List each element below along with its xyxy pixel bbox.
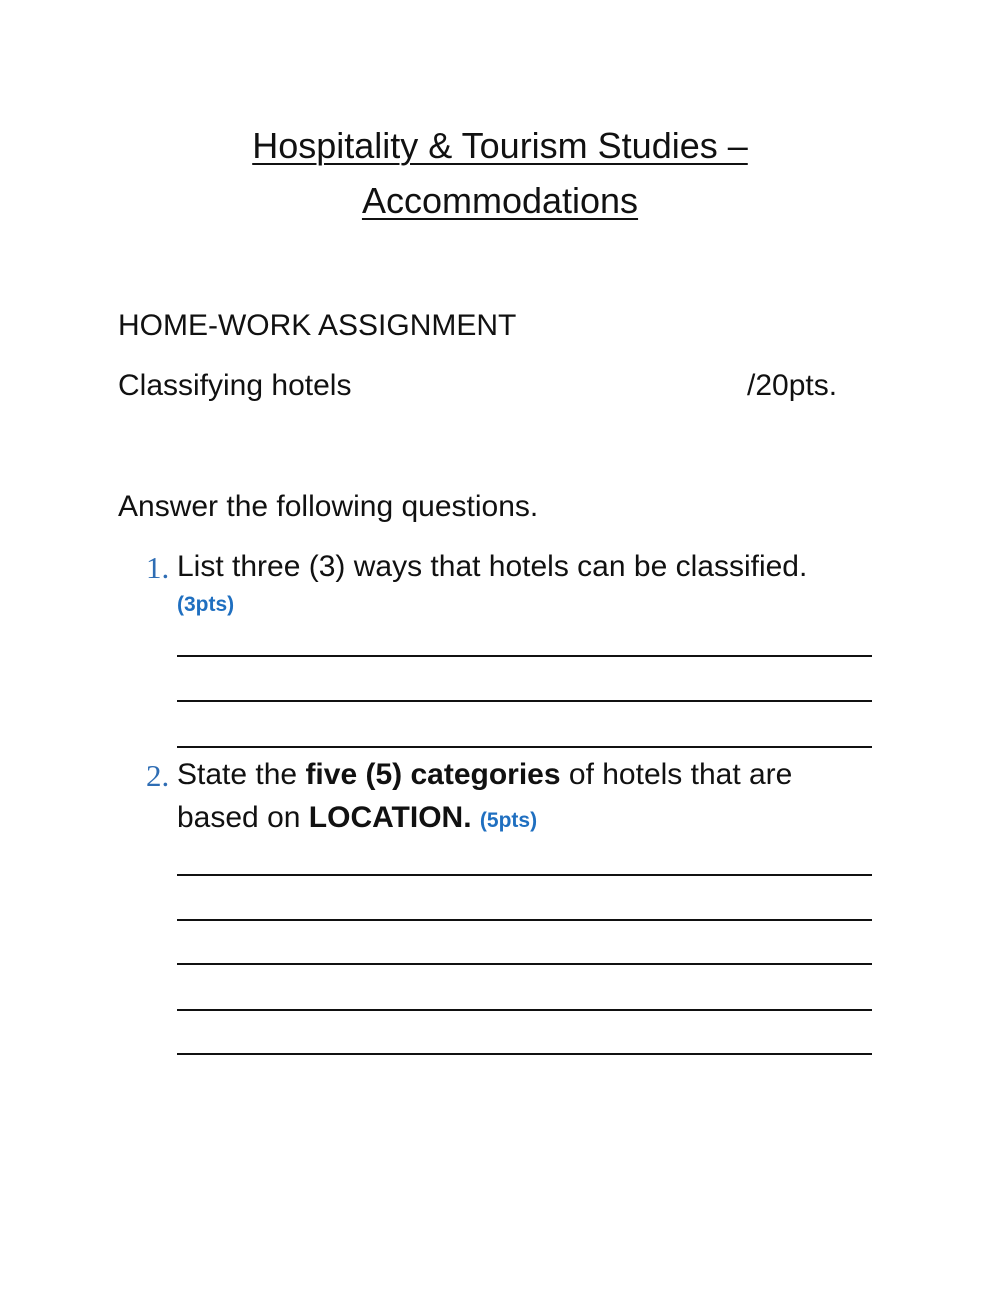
question-2-answer-line-2[interactable] bbox=[177, 919, 872, 921]
question-2-text-before: State the bbox=[177, 758, 306, 791]
question-2-bold-categories: five (5) categories bbox=[305, 758, 561, 791]
question-2-bold-location: LOCATION. bbox=[308, 801, 472, 834]
question-1-points: (3pts) bbox=[177, 593, 235, 616]
assignment-label: HOME-WORK ASSIGNMENT bbox=[118, 309, 517, 342]
question-2-text-line-1 bbox=[177, 760, 792, 790]
worksheet-title-line-1: Hospitality & Tourism Studies – bbox=[252, 125, 748, 166]
question-2-points: (5pts) bbox=[479, 809, 538, 832]
question-1-text: List three (3) ways that hotels can be classified. bbox=[177, 550, 808, 583]
question-1-number: 1. bbox=[146, 550, 170, 585]
question-2-text-line2-before: based on bbox=[177, 801, 309, 834]
question-1-answer-line-1[interactable] bbox=[177, 655, 872, 657]
question-2-answer-line-4[interactable] bbox=[177, 1009, 872, 1011]
question-2-answer-line-3[interactable] bbox=[177, 963, 872, 965]
question-1-answer-line-3[interactable] bbox=[177, 746, 872, 748]
instructions: Answer the following questions. bbox=[118, 490, 539, 523]
question-2-number: 2. bbox=[146, 758, 170, 793]
question-2-answer-line-1[interactable] bbox=[177, 874, 872, 876]
question-1-answer-line-2[interactable] bbox=[177, 700, 872, 702]
points-total: /20pts. bbox=[747, 369, 838, 402]
question-2-answer-line-5[interactable] bbox=[177, 1053, 872, 1055]
question-2-text-middle: of hotels that are bbox=[560, 758, 793, 791]
question-2-text-line-2 bbox=[177, 803, 537, 833]
worksheet-title-line-2: Accommodations bbox=[361, 180, 639, 221]
topic-label: Classifying hotels bbox=[118, 369, 352, 402]
